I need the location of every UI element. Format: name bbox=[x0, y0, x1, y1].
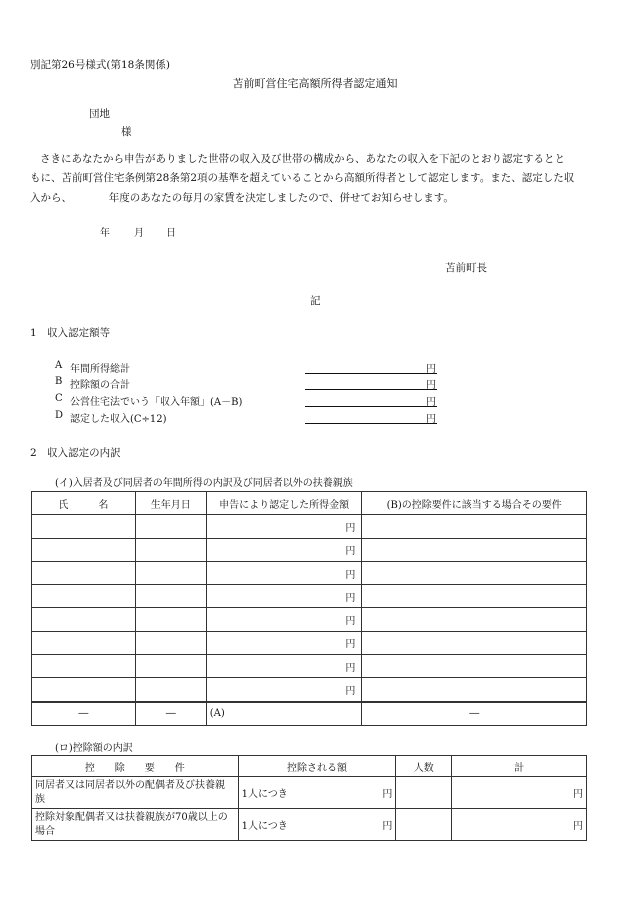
name-cell[interactable] bbox=[32, 515, 136, 538]
table-row bbox=[32, 561, 587, 584]
table-row bbox=[32, 809, 587, 841]
amount-line bbox=[305, 409, 437, 424]
item-label: 控除額の合計 bbox=[70, 380, 130, 391]
item-label: 公営住宅法でいう「収入年額」(A－B) bbox=[70, 397, 243, 408]
yen-unit: 円 bbox=[345, 662, 356, 674]
yen-unit: 円 bbox=[345, 546, 356, 558]
sum-name-dash: ― bbox=[32, 702, 136, 726]
item-letter: D bbox=[55, 410, 64, 421]
yen-unit: 円 bbox=[382, 821, 393, 832]
yen-unit: 円 bbox=[345, 569, 356, 581]
table-row bbox=[32, 608, 587, 631]
yen-unit: 円 bbox=[345, 592, 356, 604]
name-cell[interactable] bbox=[32, 585, 136, 608]
item-label: 年間所得総計 bbox=[70, 364, 130, 375]
body-line-3: 入から、 年度のあなたの毎月の家賃を決定しましたので、併せてお知らせします。 bbox=[30, 191, 454, 204]
yen-unit: 円 bbox=[345, 686, 356, 698]
birthdate-cell[interactable] bbox=[135, 585, 206, 608]
table-row bbox=[32, 515, 587, 538]
body-line-1: さきにあなたから申告がありました世帯の収入及び世帯の構成から、あなたの収入を下記のとおり認定するとと bbox=[40, 153, 565, 165]
amount-line bbox=[305, 359, 437, 374]
danchi-label: 団地 bbox=[89, 108, 110, 120]
requirement-cell[interactable] bbox=[362, 678, 587, 702]
sum-req-dash: ― bbox=[362, 702, 587, 726]
count-cell[interactable] bbox=[396, 809, 452, 841]
income-breakdown-table bbox=[31, 491, 587, 726]
col-header-name: 氏 名 bbox=[32, 492, 136, 515]
yen-unit: 円 bbox=[426, 397, 436, 408]
total-cell[interactable] bbox=[452, 777, 587, 809]
section1-heading: 1 収入認定額等 bbox=[30, 327, 111, 339]
col-header-birthdate: 生年月日 bbox=[135, 492, 206, 515]
date-month: 月 bbox=[134, 228, 144, 239]
birthdate-cell[interactable] bbox=[135, 538, 206, 561]
yen-unit: 円 bbox=[573, 789, 583, 800]
table-row bbox=[32, 777, 587, 809]
notice-body bbox=[30, 150, 602, 208]
col-header-count: 人数 bbox=[396, 756, 452, 777]
amount-line bbox=[305, 375, 437, 390]
yen-unit: 円 bbox=[426, 414, 436, 425]
subsection-ro-heading: (ロ)控除額の内訳 bbox=[55, 743, 133, 754]
table-row bbox=[32, 655, 587, 678]
date-year: 年 bbox=[100, 228, 110, 239]
col-header-income: 申告により認定した所得金額 bbox=[206, 492, 362, 515]
birthdate-cell[interactable] bbox=[135, 678, 206, 702]
issuer-name: 苫前町長 bbox=[445, 262, 487, 274]
per-person-label: 1人につき bbox=[241, 789, 288, 800]
name-cell[interactable] bbox=[32, 631, 136, 654]
section2-heading: 2 収入認定の内訳 bbox=[30, 447, 121, 459]
table-row bbox=[32, 538, 587, 561]
yen-unit: 円 bbox=[345, 522, 356, 534]
item-letter: A bbox=[55, 360, 63, 371]
deduction-amount-cell[interactable] bbox=[238, 777, 396, 809]
birthdate-cell[interactable] bbox=[135, 655, 206, 678]
requirement-cell[interactable] bbox=[362, 608, 587, 631]
sum-income-a[interactable]: (A) bbox=[206, 702, 362, 726]
deduction-breakdown-table bbox=[31, 755, 587, 841]
sama-label: 様 bbox=[121, 126, 132, 138]
subsection-i-heading: (イ)入居者及び同居者の年間所得の内訳及び同居者以外の扶養親族 bbox=[55, 478, 353, 489]
yen-unit: 円 bbox=[426, 380, 436, 391]
yen-unit: 円 bbox=[345, 616, 356, 628]
count-cell[interactable] bbox=[396, 777, 452, 809]
birthdate-cell[interactable] bbox=[135, 631, 206, 654]
yen-unit: 円 bbox=[382, 789, 393, 800]
income-cell[interactable] bbox=[206, 538, 362, 561]
income-cell[interactable] bbox=[206, 678, 362, 702]
col-header-total: 計 bbox=[452, 756, 587, 777]
birthdate-cell[interactable] bbox=[135, 515, 206, 538]
per-person-label: 1人につき bbox=[241, 821, 288, 832]
income-cell[interactable] bbox=[206, 608, 362, 631]
income-cell[interactable] bbox=[206, 655, 362, 678]
income-cell[interactable] bbox=[206, 561, 362, 584]
requirement-text: 同居者又は同居者以外の配偶者及び扶養親族 bbox=[32, 777, 239, 809]
birthdate-cell[interactable] bbox=[135, 561, 206, 584]
amount-line bbox=[305, 392, 437, 407]
requirement-text: 控除対象配偶者又は扶養親族が70歳以上の場合 bbox=[32, 809, 239, 841]
item-letter: B bbox=[55, 376, 63, 387]
requirement-cell[interactable] bbox=[362, 538, 587, 561]
yen-unit: 円 bbox=[426, 364, 436, 375]
total-cell[interactable] bbox=[452, 809, 587, 841]
name-cell[interactable] bbox=[32, 561, 136, 584]
name-cell[interactable] bbox=[32, 538, 136, 561]
requirement-cell[interactable] bbox=[362, 585, 587, 608]
requirement-cell[interactable] bbox=[362, 655, 587, 678]
income-cell[interactable] bbox=[206, 631, 362, 654]
yen-unit: 円 bbox=[345, 639, 356, 651]
form-number: 別記第26号様式(第18条関係) bbox=[30, 59, 170, 71]
deduction-amount-cell[interactable] bbox=[238, 809, 396, 841]
date-day: 日 bbox=[166, 228, 176, 239]
sum-birth-dash: ― bbox=[135, 702, 206, 726]
table-row bbox=[32, 631, 587, 654]
table-row bbox=[32, 585, 587, 608]
requirement-cell[interactable] bbox=[362, 515, 587, 538]
table-header-row bbox=[32, 492, 587, 515]
document-title: 苫前町営住宅高額所得者認定通知 bbox=[232, 77, 398, 90]
sum-row bbox=[32, 702, 587, 726]
table-row bbox=[32, 678, 587, 702]
yen-unit: 円 bbox=[573, 821, 583, 832]
name-cell[interactable] bbox=[32, 678, 136, 702]
col-header-deduction-amount: 控除される額 bbox=[238, 756, 396, 777]
income-cell[interactable] bbox=[206, 515, 362, 538]
income-cell[interactable] bbox=[206, 585, 362, 608]
item-letter: C bbox=[55, 393, 63, 404]
col-header-deduction-req: (B)の控除要件に該当する場合その要件 bbox=[362, 492, 587, 515]
birthdate-cell[interactable] bbox=[135, 608, 206, 631]
body-line-2: もに、苫前町営住宅条例第28条第2項の基準を超えていることから高額所得者として認定します。また、認定した収 bbox=[30, 172, 575, 185]
col-header-requirement: 控 除 要 件 bbox=[32, 756, 239, 777]
table-header-row bbox=[32, 756, 587, 777]
name-cell[interactable] bbox=[32, 655, 136, 678]
ki-heading: 記 bbox=[310, 295, 321, 307]
name-cell[interactable] bbox=[32, 608, 136, 631]
requirement-cell[interactable] bbox=[362, 561, 587, 584]
requirement-cell[interactable] bbox=[362, 631, 587, 654]
item-label: 認定した収入(C÷12) bbox=[70, 414, 167, 425]
